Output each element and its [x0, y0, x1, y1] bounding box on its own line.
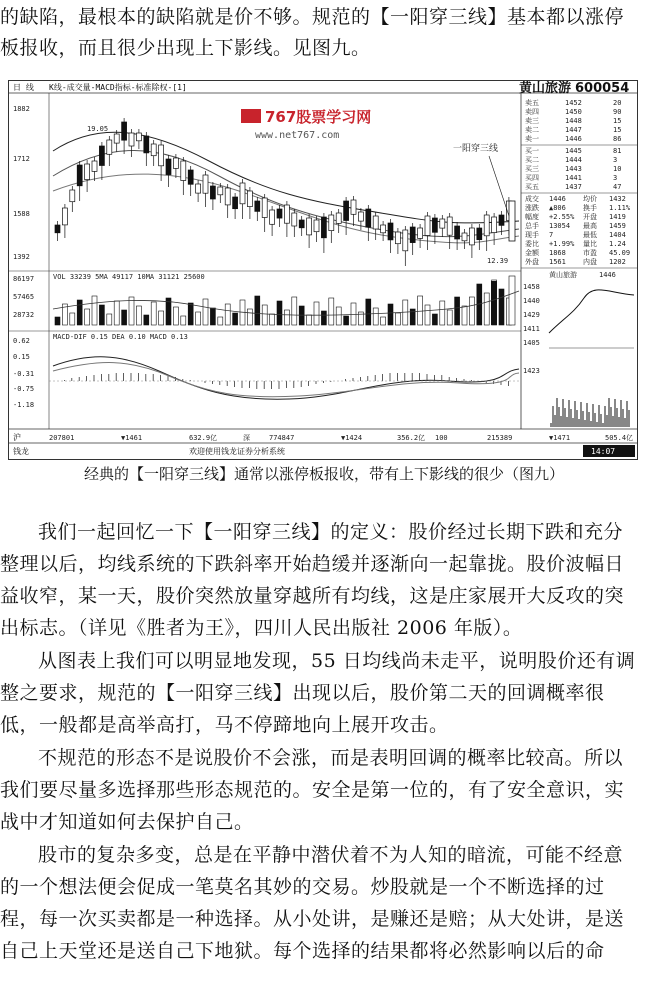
orderbook-size: 20: [613, 99, 622, 107]
stat-value: ▲806: [549, 204, 566, 212]
volume-bar: [425, 305, 430, 325]
candle-body: [270, 210, 275, 224]
candle-body: [432, 218, 437, 232]
market-cell: 100: [435, 434, 448, 442]
mini-chart-tick: 1440: [523, 297, 540, 305]
volume-bar: [99, 305, 104, 325]
orderbook-price: 1443: [565, 165, 582, 173]
candle-body: [410, 227, 415, 243]
candle-body: [159, 145, 164, 166]
orderbook-size: 90: [613, 108, 622, 116]
mini-chart-tick: 1411: [523, 325, 540, 333]
volume-bar: [395, 313, 400, 325]
stat-value: 1446: [549, 195, 566, 203]
volume-bar: [491, 281, 497, 325]
candle-body: [218, 187, 223, 195]
candle-body: [373, 216, 378, 229]
candle-body: [395, 232, 400, 244]
orderbook-price: 1444: [565, 156, 582, 164]
volume-bar: [129, 297, 134, 325]
volume-bar: [136, 306, 141, 325]
candle-body: [196, 184, 201, 193]
stat-label: 均价: [583, 195, 597, 203]
mini-volume-label: 1423: [523, 367, 540, 375]
candle-body: [492, 217, 497, 233]
price-low-label: 12.39: [487, 257, 509, 265]
candle-body: [469, 228, 474, 245]
price-high-label: 19.05: [87, 125, 109, 133]
paragraph-line: 从图表上我们可以明显地发现，55 日均线尚未走平，说明股价还有调: [38, 650, 636, 672]
candle-body: [203, 175, 208, 193]
stat-label: 开盘: [583, 213, 597, 221]
stat-value: 1202: [609, 258, 626, 266]
market-cell: 632.9亿: [189, 434, 218, 442]
stat-value: 1.11%: [609, 204, 631, 212]
market-cell: 505.4亿: [605, 434, 634, 442]
volume-bar: [307, 315, 312, 325]
candle-body: [447, 217, 452, 235]
candle-body: [122, 122, 127, 140]
orderbook-label: 卖三: [525, 117, 539, 125]
mini-chart-tick: 1405: [523, 339, 540, 347]
candle-body: [70, 190, 75, 202]
paragraph-line: 益收窄，某一天，股价突然放量穿越所有均线，这是庄家展开大反攻的突: [0, 585, 625, 607]
paragraph-line: 的一个想法便会促成一笔莫名其妙的交易。炒股就是一个不断选择的过: [0, 876, 605, 898]
price-tick: 1882: [13, 105, 30, 113]
volume-bar: [70, 313, 75, 325]
orderbook-label: 买五: [525, 183, 539, 191]
candle-body: [477, 228, 482, 240]
paragraph-line: 低，一般都是高举高打，马不停蹄地向上展开攻击。: [0, 714, 449, 736]
volume-bar: [173, 307, 178, 325]
candle-body: [321, 217, 326, 238]
intro-line-1: 的缺陷，最根本的缺陷就是价不够。规范的【一阳穿三线】基本都以涨停: [0, 6, 625, 28]
price-axis: [13, 105, 30, 261]
volume-bar: [455, 297, 460, 325]
candle-body: [499, 215, 504, 225]
orderbook-label: 买三: [525, 165, 539, 173]
stat-label: 外盘: [525, 258, 539, 266]
volume-bar: [77, 300, 82, 325]
candle-body: [55, 225, 60, 233]
candle-body: [62, 208, 67, 225]
orderbook-size: 47: [613, 183, 622, 191]
stat-label: 总手: [525, 222, 539, 230]
paragraph-line: 股市的复杂多变，总是在平静中潜伏着不为人知的暗流，可能不经意: [38, 844, 624, 866]
volume-bar: [233, 313, 238, 325]
candle-body: [292, 213, 297, 226]
orderbook-price: 1450: [565, 108, 582, 116]
orderbook-size: 86: [613, 135, 622, 143]
volume-bar: [151, 302, 156, 325]
stat-label: 涨跌: [525, 204, 539, 212]
volume-bar: [144, 315, 149, 325]
volume-bar: [509, 276, 515, 325]
volume-bar: [262, 305, 267, 325]
stat-value: 7: [549, 231, 554, 239]
volume-bar: [225, 304, 230, 325]
orderbook-label: 卖二: [525, 126, 539, 134]
candle-body: [307, 218, 312, 235]
candle-body: [509, 201, 515, 241]
candle-body: [114, 134, 119, 143]
volume-bar: [381, 317, 386, 325]
macd-tick: -0.31: [13, 370, 35, 378]
candle-body: [92, 161, 97, 171]
candle-body: [484, 215, 489, 236]
candle-body: [173, 158, 178, 168]
orderbook-price: 1446: [565, 135, 582, 143]
orderbook-size: 3: [613, 156, 618, 164]
stock-code: 600054: [575, 81, 630, 96]
stock-name: 黄山旅游: [519, 81, 572, 96]
mini-chart-line: [549, 290, 634, 333]
macd-header: MACD-DIF 0.15 DEA 0.10 MACD 0.13: [53, 333, 188, 341]
volume-bar: [107, 314, 112, 325]
candle-body: [247, 191, 252, 207]
candle-body: [85, 164, 90, 180]
candle-body: [188, 170, 193, 184]
volume-bar: [484, 293, 489, 325]
candle-body: [144, 136, 149, 153]
stat-value: +1.99%: [549, 240, 575, 248]
candle-body: [233, 197, 238, 209]
stat-value: 1432: [609, 195, 626, 203]
candle-body: [381, 225, 386, 233]
orderbook-price: 1441: [565, 174, 582, 182]
stat-value: 1404: [609, 231, 626, 239]
volume-bar: [329, 298, 334, 325]
orderbook-size: 10: [613, 165, 622, 173]
candle-body: [329, 215, 334, 231]
candle-body: [403, 230, 408, 251]
candle-body: [99, 146, 104, 166]
orderbook-label: 买一: [525, 147, 539, 155]
market-cell: 207801: [49, 434, 75, 442]
orderbook-label: 卖一: [525, 135, 539, 143]
stat-label: 委比: [525, 240, 539, 248]
watermark: [241, 108, 371, 141]
market-cell: 深: [243, 434, 250, 442]
candle-body: [418, 228, 423, 238]
volume-bar: [218, 317, 223, 325]
stat-value: 1868: [549, 249, 566, 257]
volume-bar: [344, 316, 349, 325]
orderbook-label: 买四: [525, 174, 539, 182]
orderbook-price: 1452: [565, 99, 582, 107]
candle-body: [262, 198, 267, 218]
stat-value: +2.55%: [549, 213, 575, 221]
market-cell: 356.2亿: [397, 434, 426, 442]
volume-bar: [255, 296, 260, 325]
candle-body: [210, 186, 215, 199]
volume-tick: 57465: [13, 293, 35, 301]
market-index-bar: [13, 432, 633, 442]
candle-body: [336, 213, 341, 223]
orderbook-size: 81: [613, 147, 622, 155]
orderbook-label: 卖五: [525, 99, 539, 107]
volume-bar: [388, 304, 393, 325]
candle-body: [151, 144, 156, 156]
candle-body: [455, 226, 460, 239]
stat-label: 现手: [525, 231, 539, 239]
volume-bar: [499, 289, 504, 325]
volume-tick: 28732: [13, 311, 35, 319]
stat-label: 量比: [583, 240, 597, 248]
volume-bar: [469, 297, 474, 325]
paragraph-line: 整理以后，均线系统的下跌斜率开始趋缓并逐渐向一起靠拢。股价波幅日: [0, 553, 625, 575]
mini-chart-tick: 1458: [523, 283, 540, 291]
mini-chart-price: 1446: [599, 271, 616, 279]
candle-body: [77, 165, 82, 186]
market-cell: ▼1461: [121, 434, 143, 442]
period-label: 日 线: [13, 83, 34, 92]
volume-bar: [188, 303, 193, 325]
volume-bar: [277, 301, 282, 325]
price-tick: 1712: [13, 155, 30, 163]
indicator-title: K线-成交量-MACD指标-标准除权-[1]: [49, 83, 187, 92]
candle-body: [358, 212, 363, 221]
market-cell: ▼1424: [341, 434, 363, 442]
volume-bar: [196, 312, 201, 325]
volume-tick: 86197: [13, 275, 35, 283]
market-cell: 774847: [269, 434, 295, 442]
volume-bar: [321, 311, 326, 325]
orderbook-label: 买二: [525, 156, 539, 164]
orderbook-size: 3: [613, 174, 618, 182]
pattern-annotation: 一阳穿三线: [453, 144, 499, 154]
stock-chart-figure: [8, 80, 638, 460]
volume-bar: [440, 301, 445, 325]
intro-line-2: 板报收，而且很少出现上下影线。见图九。: [0, 37, 371, 59]
stat-label: 换手: [583, 204, 597, 212]
candle-body: [388, 223, 393, 240]
candle-body: [425, 216, 430, 236]
macd-tick: -0.75: [13, 385, 35, 393]
mini-chart-tick: 1429: [523, 311, 540, 319]
candle-body: [366, 209, 371, 227]
candle-body: [314, 220, 319, 232]
candle-body: [107, 140, 112, 154]
paragraph-line: 整之要求，规范的【一阳穿三线】出现以后，股价第二天的回调概率很: [0, 682, 605, 704]
candle-body: [344, 201, 349, 221]
annotation-arrow: [489, 156, 509, 216]
orderbook-price: 1447: [565, 126, 582, 134]
candle-body: [277, 209, 282, 218]
paragraph-line: 我们要尽量多选择那些形态规范的。安全是第一位的，有了安全意识，实: [0, 779, 625, 801]
volume-axis: [13, 275, 34, 319]
volume-bar: [122, 310, 127, 325]
macd-tick: 0.15: [13, 353, 30, 361]
paragraph-line: 程，每一次买卖都是一种选择。从小处讲，是赚还是赔；从大处讲，是送: [0, 908, 625, 930]
volume-bar: [447, 310, 452, 325]
volume-header: VOL 33239 5MA 49117 10MA 31121 25600: [53, 273, 205, 281]
stat-value: 13054: [549, 222, 571, 230]
volume-bar: [292, 297, 297, 325]
watermark-logo-icon: [241, 109, 261, 123]
stat-label: 市盈: [583, 249, 597, 257]
volume-bar: [159, 311, 164, 325]
stat-label: 金额: [525, 249, 539, 257]
volume-bar: [462, 306, 467, 325]
orderbook-price: 1445: [565, 147, 582, 155]
candle-body: [351, 200, 356, 214]
orderbook-price: 1437: [565, 183, 582, 191]
stat-value: 1459: [609, 222, 626, 230]
stat-value: 1.24: [609, 240, 626, 248]
watermark-url: www.net767.com: [255, 130, 340, 141]
mini-chart-title: 黄山旅游: [549, 271, 577, 279]
price-tick: 1588: [13, 210, 30, 218]
watermark-brand: 767股票学习网: [265, 108, 372, 126]
volume-bar: [366, 299, 371, 325]
candle-body: [240, 183, 245, 204]
volume-bar: [181, 316, 186, 325]
volume-bar: [270, 314, 275, 325]
paragraph-line: 不规范的形态不是说股价不会涨，而是表明回调的概率比较高。所以: [38, 747, 624, 769]
candle-body: [225, 188, 230, 205]
candle-body: [299, 220, 304, 228]
stat-value: 45.09: [609, 249, 631, 257]
stat-label: 幅度: [525, 213, 539, 221]
stat-label: 成交: [525, 195, 539, 203]
volume-bar: [314, 302, 319, 325]
candle-body: [166, 159, 171, 175]
stat-label: 最低: [583, 231, 597, 239]
candle-body: [129, 133, 134, 146]
macd-tick: 0.62: [13, 337, 30, 345]
candle-body: [440, 219, 445, 228]
price-tick: 1392: [13, 253, 30, 261]
volume-bar: [351, 303, 356, 325]
stat-label: 最高: [583, 222, 597, 230]
paragraph-line: 战中才知道如何去保护自己。: [0, 811, 254, 833]
paragraph-line: 出标志。（详见《胜者为王》，四川人民出版社 2006 年版）。: [0, 617, 523, 639]
footer-brand: 钱龙: [13, 447, 29, 456]
paragraph-line: 自己上天堂还是送自己下地狱。每个选择的结果都将必然影响以后的命: [0, 940, 605, 962]
candle-body: [255, 201, 260, 211]
macd-axis: [13, 337, 34, 409]
volume-bar: [92, 296, 97, 325]
orderbook-size: 15: [613, 126, 622, 134]
candle-body: [284, 205, 289, 223]
volume-bar: [247, 309, 252, 325]
volume-bar: [336, 307, 341, 325]
orderbook-size: 15: [613, 117, 622, 125]
candle-body: [462, 233, 467, 241]
stat-label: 内盘: [583, 258, 597, 266]
orderbook-label: 卖四: [525, 108, 539, 116]
stat-value: 1419: [609, 213, 626, 221]
volume-bar: [432, 314, 437, 325]
macd-tick: -1.18: [13, 401, 35, 409]
candle-body: [181, 161, 186, 181]
stat-value: 1561: [549, 258, 566, 266]
volume-bar: [114, 301, 119, 325]
quote-panel: [521, 98, 637, 427]
candle-body: [136, 133, 141, 141]
orderbook-price: 1448: [565, 117, 582, 125]
volume-bar: [203, 299, 208, 325]
footer-time: 14:07: [591, 447, 616, 456]
volume-bar: [373, 308, 378, 325]
stock-chart-svg: [9, 81, 637, 459]
market-label: 沪: [13, 433, 21, 442]
volume-bar: [210, 308, 215, 325]
paragraph-line: 我们一起回忆一下【一阳穿三线】的定义：股价经过长期下跌和充分: [38, 521, 624, 543]
figure-caption: 经典的【一阳穿三线】通常以涨停板报收，带有上下影线的很少（图九）: [83, 465, 564, 483]
volume-bar: [55, 317, 60, 325]
volume-bar: [85, 309, 90, 325]
market-cell: 215389: [487, 434, 513, 442]
volume-bar: [418, 296, 423, 325]
market-cell: ▼1471: [549, 434, 571, 442]
volume-bar: [284, 310, 289, 325]
footer-welcome: 欢迎使用钱龙证券分析系统: [189, 447, 285, 456]
